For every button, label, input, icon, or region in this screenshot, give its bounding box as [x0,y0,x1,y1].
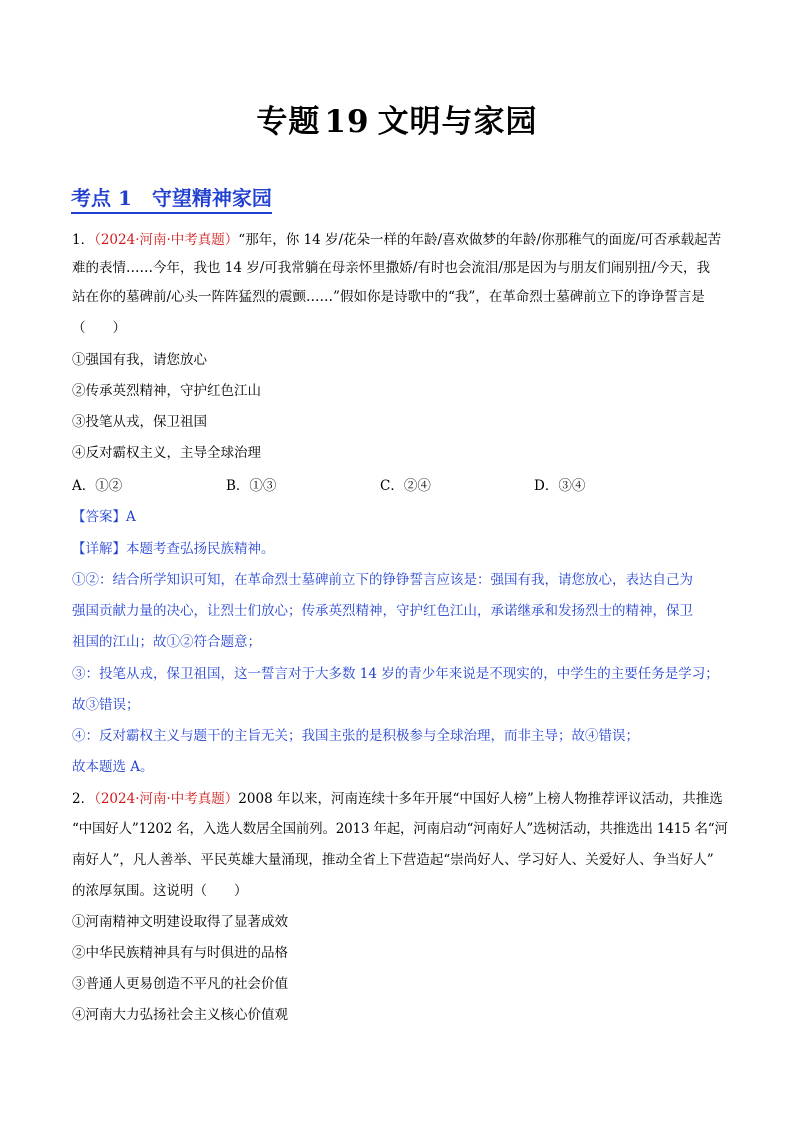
q1-item-3: ③投笔从戎，保卫祖国 [72,414,207,430]
detail-intro: 本题考查弘扬民族精神。 [126,541,275,557]
q2-stem-line-4: 的浓厚氛围。这说明（ ） [72,883,248,899]
q2-item-1: ①河南精神文明建设取得了显著成效 [72,914,288,930]
q1-conclusion: 故本题选 A。 [72,759,154,775]
q1-stem-line-3: 站在你的墓碑前/心头一阵阵猛烈的震颤……”假如你是诗歌中的“我”，在革命烈士墓碑前立下的诤诤誓言是 [72,289,705,305]
q1-detail [72,539,728,559]
q1-explain-3-line-1: ④：反对霸权主义与题干的主旨无关；我国主张的是积极参与全球治理，而非主导；故④错误； [72,728,639,744]
title-topic: 文明与家园 [377,104,538,140]
q1-option-c: C．②④ [380,478,431,494]
q1-stem-line-4: （ ） [72,320,126,336]
title-prefix: 专题 [256,104,321,140]
q2-source: （2024·河南·中考真题） [94,791,239,807]
q1-option-a: A．①② [72,478,123,494]
q1-explain-1-line-3: 祖国的江山；故①②符合题意； [72,634,261,650]
q1-explain-1-line-1: ①②：结合所学知识可知，在革命烈士墓碑前立下的铮铮誓言应该是：强国有我，请您放心，表达自己为 [72,572,693,588]
q1-explain-2-line-1: ③：投笔从戎，保卫祖国，这一誓言对于大多数 14 岁的青少年来说是不现实的，中学生的主要任务是学习； [72,666,719,682]
q1-number: 1． [72,232,95,248]
q1-stem-text-1: “那年，你 14 岁/花朵一样的年龄/喜欢做梦的年龄/你那稚气的面庞/可否承载起苦 [238,232,722,248]
page-title [0,96,794,141]
title-number: 19 [324,104,370,140]
q2-item-2: ②中华民族精神具有与时俱进的品格 [72,945,288,961]
q1-option-d: D．③④ [534,478,586,494]
q1-stem-line-2: 难的表情……今年，我也 14 岁/可我常躺在母亲怀里撒娇/有时也会流泪/那是因为与朋友们闹别扭/今天，我 [72,260,710,276]
q2-number: 2． [72,791,95,807]
q2-stem-line-1 [72,789,728,809]
q2-item-3: ③普通人更易创造不平凡的社会价值 [72,976,288,992]
q1-source: （2024·河南·中考真题） [94,232,239,248]
q2-stem-line-2: “中国好人”1202 名，入选人数居全国前列。2013 年起，河南启动“河南好人”选树活动，共推选出 1415 名“河 [72,821,728,837]
q1-stem-line-1 [72,230,728,250]
q1-explain-1-line-2: 强国贡献力量的决心，让烈士们放心；传承英烈精神，守护红色江山，承诺继承和发扬烈士的精神，保卫 [72,603,693,619]
q1-explain-2-line-2: 故③错误； [72,697,140,713]
answer-value: A [126,509,136,525]
q2-item-4: ④河南大力弘扬社会主义核心价值观 [72,1007,288,1023]
q1-item-2: ②传承英烈精神，守护红色江山 [72,383,261,399]
q2-stem-line-3: 南好人”，凡人善举、平民英雄大量涌现，推动全省上下营造起“崇尚好人、学习好人、关爱好人、争当好人” [72,852,714,868]
q1-item-1: ①强国有我，请您放心 [72,352,207,368]
q2-stem-text-1: 2008 年以来，河南连续十多年开展“中国好人榜”上榜人物推荐评议活动，共推选 [238,791,723,807]
q1-option-b: B．①③ [226,478,277,494]
q1-item-4: ④反对霸权主义，主导全球治理 [72,445,261,461]
q1-answer [72,507,728,527]
detail-label: 【详解】 [72,541,126,557]
section-heading-1: 考点 1 守望精神家园 [71,185,272,214]
answer-label: 【答案】 [72,509,126,525]
